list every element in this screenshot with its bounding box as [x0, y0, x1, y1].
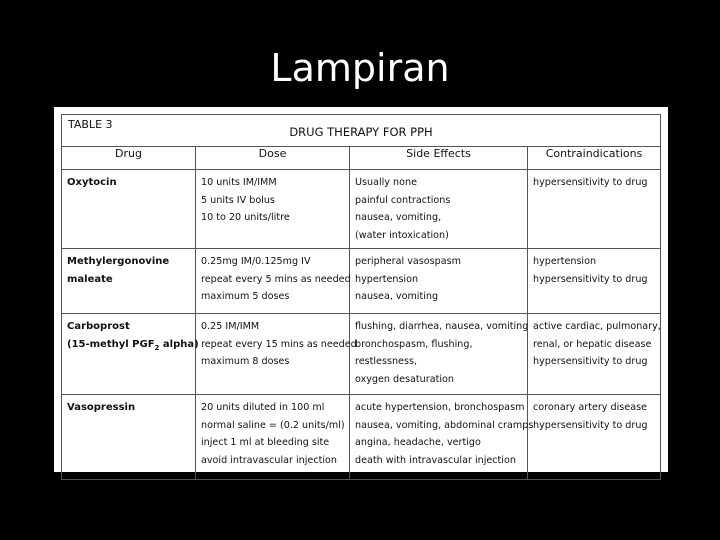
contraindication-line: renal, or hepatic disease: [533, 338, 652, 350]
drug-table-image: [54, 107, 668, 472]
dose-line: 20 units diluted in 100 ml: [201, 402, 325, 413]
dose-line: inject 1 ml at bleeding site: [201, 437, 330, 448]
dose-line: repeat every 15 mins as needed: [201, 338, 357, 350]
drug-name-subscript: 2: [154, 343, 160, 352]
drug-cell: [62, 395, 196, 480]
side-effect-line: acute hypertension, bronchospasm: [355, 402, 525, 413]
dose-cell: [196, 170, 350, 249]
side-effect-line: flushing, diarrhea, nausea, vomiting: [355, 321, 529, 332]
side-effect-line: angina, headache, vertigo: [355, 437, 481, 448]
contraindication-line: hypersensitivity to drug: [533, 273, 648, 285]
side-effect-line: death with intravascular injection: [355, 454, 516, 466]
side-effect-line: (water intoxication): [355, 229, 449, 241]
contraindications-cell: [528, 314, 661, 395]
side-effect-line: peripheral vasospasm: [355, 256, 461, 267]
table-title: DRUG THERAPY FOR PPH: [289, 125, 433, 139]
dose-cell: [196, 249, 350, 314]
dose-line: 5 units IV bolus: [201, 194, 275, 206]
dose-cell: [196, 314, 357, 395]
contraindication-line: hypersensitivity to drug: [533, 419, 648, 431]
contraindication-line: active cardiac, pulmonary,: [533, 321, 661, 332]
drug-name: Vasopressin: [67, 402, 136, 413]
side-effects-cell: [350, 314, 528, 395]
column-header-contraindications: Contraindications: [528, 147, 661, 170]
side-effect-line: painful contractions: [355, 194, 451, 206]
contraindication-line: hypersensitivity to drug: [533, 356, 648, 367]
contraindications-cell: [528, 395, 661, 480]
dose-cell: [196, 395, 350, 480]
column-header-drug: Drug: [62, 147, 196, 170]
drug-name: maleate: [67, 273, 113, 285]
table-row: [62, 395, 661, 480]
drug-name-detail: [67, 336, 199, 358]
drug-cell: [62, 314, 199, 395]
dose-line: 10 to 20 units/litre: [201, 212, 290, 223]
table-row: [62, 249, 661, 314]
side-effect-line: nausea, vomiting,: [355, 212, 442, 223]
dose-line: normal saline = (0.2 units/ml): [201, 419, 345, 431]
drug-therapy-table: [61, 114, 661, 480]
column-header-side-effects: Side Effects: [350, 147, 528, 170]
table-row: [62, 170, 661, 249]
drug-name: Methylergonovine: [67, 256, 170, 267]
dose-line: 10 units IM/IMM: [201, 177, 277, 188]
contraindications-cell: [528, 170, 661, 249]
side-effect-line: Usually none: [355, 177, 417, 188]
dose-line: maximum 5 doses: [201, 291, 290, 302]
side-effect-line: restlessness,: [355, 356, 417, 367]
dose-line: avoid intravascular injection: [201, 454, 337, 466]
drug-cell: [62, 249, 196, 314]
side-effect-line: oxygen desaturation: [355, 373, 454, 385]
dose-line: 0.25 IM/IMM: [201, 321, 260, 332]
contraindication-line: hypersensitivity to drug: [533, 177, 648, 188]
side-effect-line: nausea, vomiting: [355, 291, 439, 302]
table-caption: [62, 115, 661, 147]
drug-name: Oxytocin: [67, 177, 117, 188]
side-effect-line: bronchospasm, flushing,: [355, 338, 473, 350]
drug-name: Carboprost: [67, 321, 130, 332]
table-label: TABLE 3: [68, 118, 113, 131]
column-header-dose: Dose: [196, 147, 350, 170]
side-effect-line: hypertension: [355, 273, 419, 285]
drug-cell: [62, 170, 196, 249]
drug-name-prefix: (15-methyl PGF: [67, 338, 155, 350]
side-effect-line: nausea, vomiting, abdominal cramps: [355, 419, 534, 431]
drug-name-suffix: alpha): [159, 338, 199, 350]
side-effects-cell: [350, 170, 528, 249]
dose-line: 0.25mg IM/0.125mg IV: [201, 256, 311, 267]
dose-line: maximum 8 doses: [201, 356, 290, 367]
contraindication-line: hypertension: [533, 256, 597, 267]
side-effects-cell: [350, 249, 528, 314]
slide-title: Lampiran: [270, 46, 450, 90]
dose-line: repeat every 5 mins as needed: [201, 273, 351, 285]
contraindication-line: coronary artery disease: [533, 402, 647, 413]
table-row: [62, 314, 661, 395]
side-effects-cell: [350, 395, 534, 480]
contraindications-cell: [528, 249, 661, 314]
